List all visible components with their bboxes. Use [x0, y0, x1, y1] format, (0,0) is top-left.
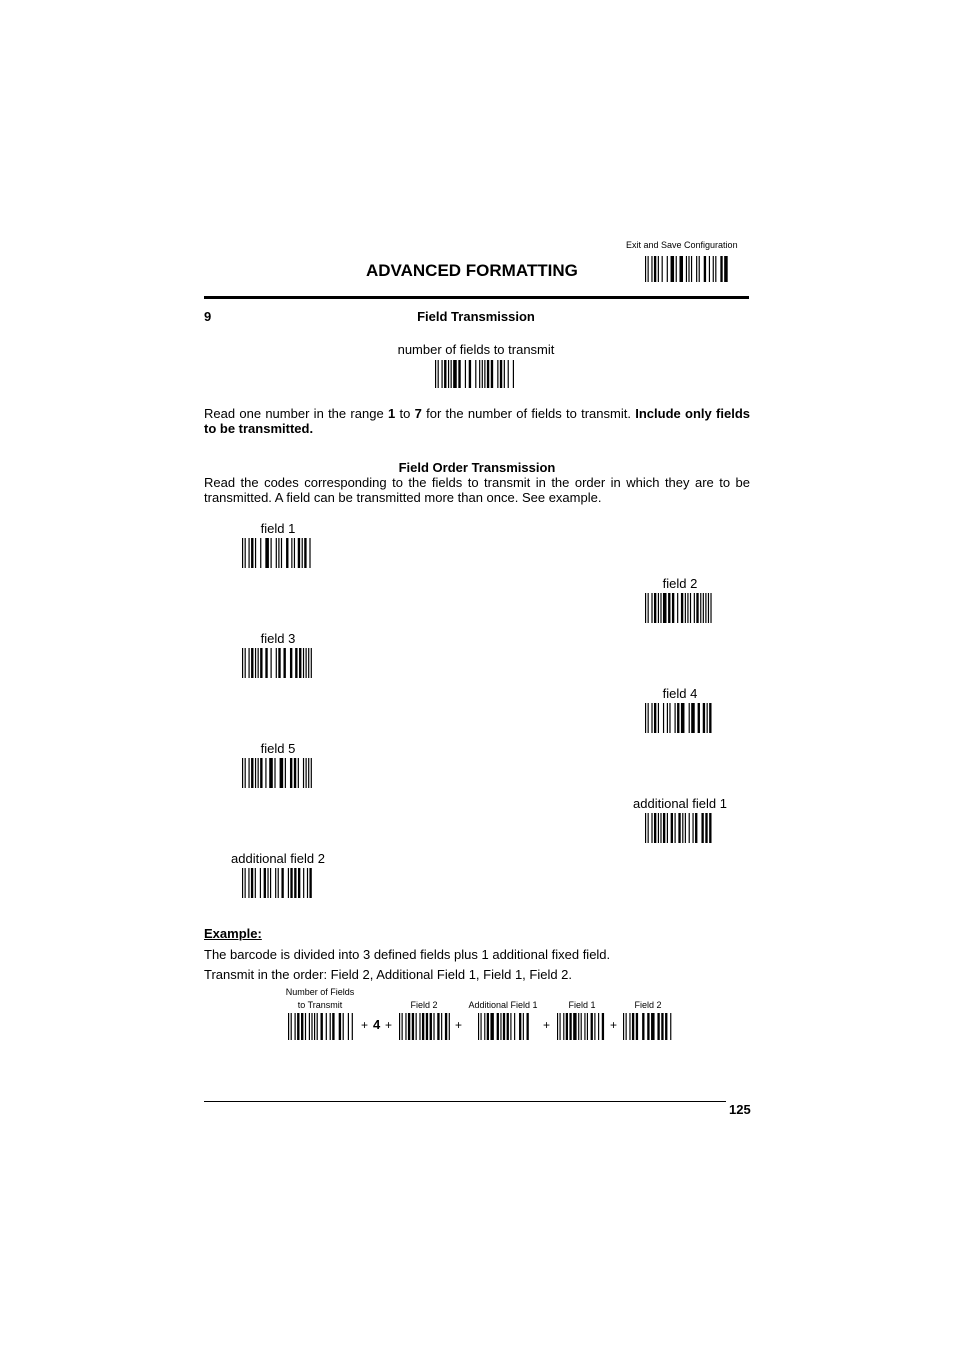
field-2-barcode[interactable] — [645, 593, 713, 623]
seq-plus-1: + — [361, 1018, 369, 1032]
field-1-label: field 1 — [260, 521, 296, 536]
range-note: Include only fields to be transmitted. — [204, 406, 750, 436]
page-title: ADVANCED FORMATTING — [366, 261, 578, 280]
seq-additional-1-barcode — [478, 1013, 529, 1040]
seq-label-count-2: to Transmit — [297, 1000, 343, 1010]
field-4-barcode[interactable] — [645, 703, 713, 733]
count-barcode[interactable] — [435, 360, 518, 388]
range-text-a: Read one number in the range — [204, 406, 388, 421]
seq-field-2b-barcode — [623, 1013, 674, 1040]
additional-field-1-label: additional field 1 — [633, 796, 727, 811]
exit-save-barcode[interactable] — [645, 256, 728, 282]
seq-plus-2: + — [385, 1018, 393, 1032]
section-number: 9 — [204, 309, 212, 324]
seq-label-additional-1: Additional Field 1 — [468, 1000, 538, 1010]
footer-rule — [204, 1101, 726, 1102]
field-5-label: field 5 — [260, 741, 296, 756]
additional-field-2-label: additional field 2 — [231, 851, 325, 866]
page-number: 125 — [729, 1102, 751, 1117]
range-text-e: for the number of fields to transmit. — [421, 406, 636, 421]
seq-count-barcode — [288, 1013, 353, 1040]
count-label: number of fields to transmit — [397, 342, 555, 357]
field-2-label: field 2 — [662, 576, 698, 591]
additional-field-1-barcode[interactable] — [645, 813, 713, 843]
field-4-label: field 4 — [662, 686, 698, 701]
order-title: Field Order Transmission — [398, 460, 556, 475]
seq-plus-3: + — [455, 1018, 463, 1032]
range-text-c: to — [395, 406, 415, 421]
example-line-2: Transmit in the order: Field 2, Additional Field 1, Field 1, Field 2. — [204, 967, 573, 982]
seq-field-1-barcode — [557, 1013, 608, 1040]
field-5-barcode[interactable] — [242, 758, 312, 788]
range-instruction — [204, 406, 750, 436]
additional-field-2-barcode[interactable] — [242, 868, 312, 898]
example-heading: Example: — [204, 926, 262, 941]
order-instruction: Read the codes corresponding to the fields to transmit in the order in which they are to be transmitted. A field can be transmitted more than once. See example. — [204, 475, 750, 505]
seq-plus-4: + — [543, 1018, 551, 1032]
seq-plus-5: + — [610, 1018, 618, 1032]
field-3-barcode[interactable] — [242, 648, 312, 678]
seq-label-field-2b: Field 2 — [634, 1000, 662, 1010]
seq-label-field-1: Field 1 — [568, 1000, 596, 1010]
field-3-label: field 3 — [260, 631, 296, 646]
section-title: Field Transmission — [417, 309, 535, 324]
header-rule — [204, 296, 749, 299]
seq-field-2a-barcode — [399, 1013, 450, 1040]
field-1-barcode[interactable] — [242, 538, 312, 568]
seq-label-field-2a: Field 2 — [410, 1000, 438, 1010]
exit-save-label: Exit and Save Configuration — [626, 240, 738, 250]
range-max: 7 — [414, 406, 422, 421]
seq-count-value: 4 — [373, 1017, 381, 1032]
example-line-1: The barcode is divided into 3 defined fields plus 1 additional fixed field. — [204, 947, 611, 962]
seq-label-count-1: Number of Fields — [285, 987, 355, 997]
range-min: 1 — [387, 406, 396, 421]
